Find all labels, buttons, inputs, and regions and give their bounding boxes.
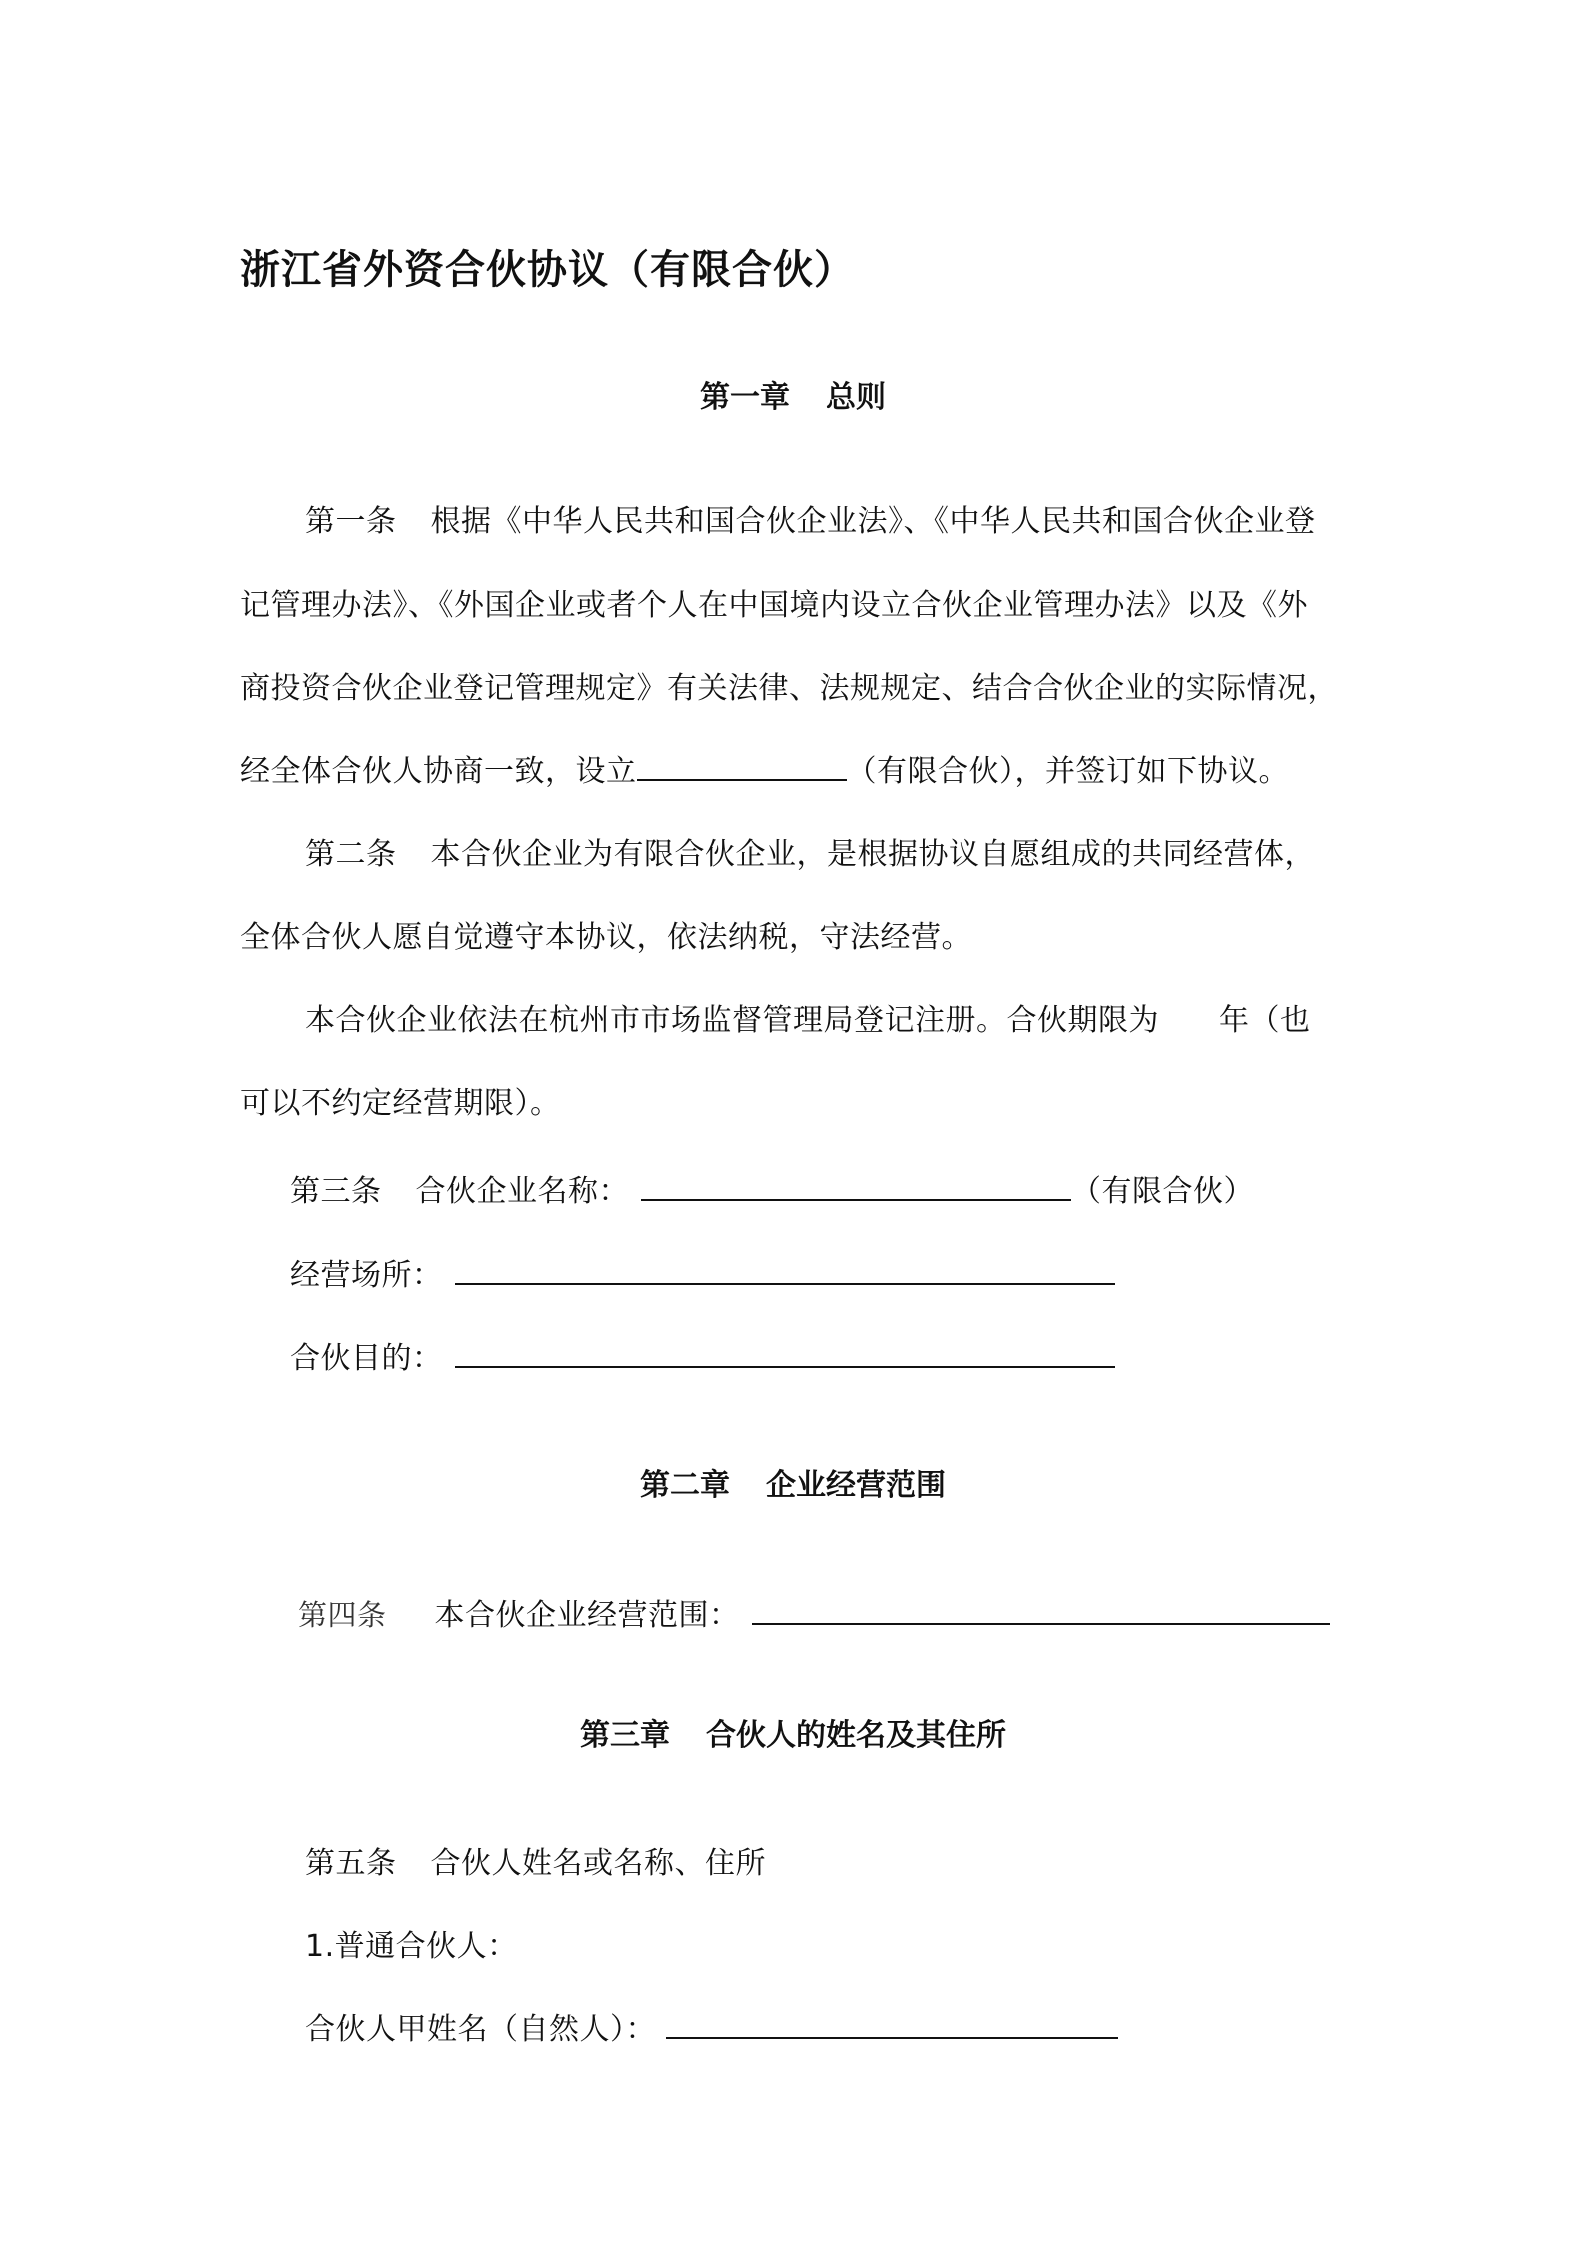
partner-a-label: 合伙人甲姓名（自然人）： [305,2012,656,2047]
article-1-text-4b: （有限合伙），并签订如下协议。 [846,754,1289,789]
partner-a-line [305,2004,1118,2048]
article-2-text-3a: 本合伙企业依法在杭州市市场监督管理局登记注册。合伙期限为 [305,1003,1159,1038]
article-2-line-2: 全体合伙人愿自觉遵守本协议，依法纳税，守法经营。 [240,920,972,955]
article-2-line-1 [305,829,1315,873]
chapter-3-name: 合伙人的姓名及其住所 [706,1718,1006,1753]
chapter-2-number: 第二章 [640,1468,730,1503]
enterprise-name-blank[interactable] [637,749,847,781]
partnership-purpose-line [290,1333,1115,1377]
partnership-purpose-blank[interactable] [455,1336,1115,1368]
article-2-line-4: 可以不约定经营期限）。 [240,1086,561,1121]
article-1-label: 第一条 [305,504,397,539]
article-4-text: 本合伙企业经营范围： [434,1598,740,1633]
chapter-3-heading [0,1710,1586,1754]
chapter-3-number: 第三章 [580,1718,670,1753]
article-5-label: 第五条 [305,1846,397,1881]
general-partner-heading: 1.普通合伙人： [305,1929,518,1964]
article-1-line-4 [240,746,1289,790]
article-1-line-3: 商投资合伙企业登记管理规定》有关法律、法规规定、结合合伙企业的实际情况， [240,671,1338,706]
business-place-label: 经营场所： [290,1258,443,1293]
chapter-1-heading [0,372,1586,416]
name-field-suffix: （有限合伙） [1071,1174,1254,1209]
article-2-label: 第二条 [305,837,397,872]
article-2-text-1: 本合伙企业为有限合伙企业，是根据协议自愿组成的共同经营体， [430,837,1315,872]
article-4-line [298,1590,1330,1634]
article-1-text-4a: 经全体合伙人协商一致，设立 [240,754,637,789]
chapter-1-number: 第一章 [700,380,790,415]
business-place-line [290,1250,1115,1294]
chapter-2-heading [0,1460,1586,1504]
article-2-line-3 [305,995,1311,1039]
article-1-text-1: 根据《中华人民共和国合伙企业法》、《中华人民共和国合伙企业登 [430,504,1316,539]
document-title: 浙江省外资合伙协议（有限合伙） [240,247,855,293]
article-3-name-line [290,1166,1254,1210]
name-field-label: 合伙企业名称： [415,1174,629,1209]
article-2-text-3b: 年（也 [1219,1003,1311,1038]
article-4-label: 第四条 [298,1598,387,1632]
chapter-2-name: 企业经营范围 [766,1468,946,1503]
article-5-text: 合伙人姓名或名称、住所 [430,1846,766,1881]
enterprise-full-name-blank[interactable] [641,1169,1071,1201]
business-place-blank[interactable] [455,1253,1115,1285]
article-5-line [305,1838,766,1882]
article-3-label: 第三条 [290,1174,382,1209]
chapter-1-name: 总则 [826,380,886,415]
article-1-line-1 [305,496,1316,540]
partnership-purpose-label: 合伙目的： [290,1341,443,1376]
partner-a-name-blank[interactable] [666,2007,1118,2039]
business-scope-blank[interactable] [752,1593,1330,1625]
article-1-line-2: 记管理办法》、《外国企业或者个人在中国境内设立合伙企业管理办法》以及《外 [240,588,1308,623]
